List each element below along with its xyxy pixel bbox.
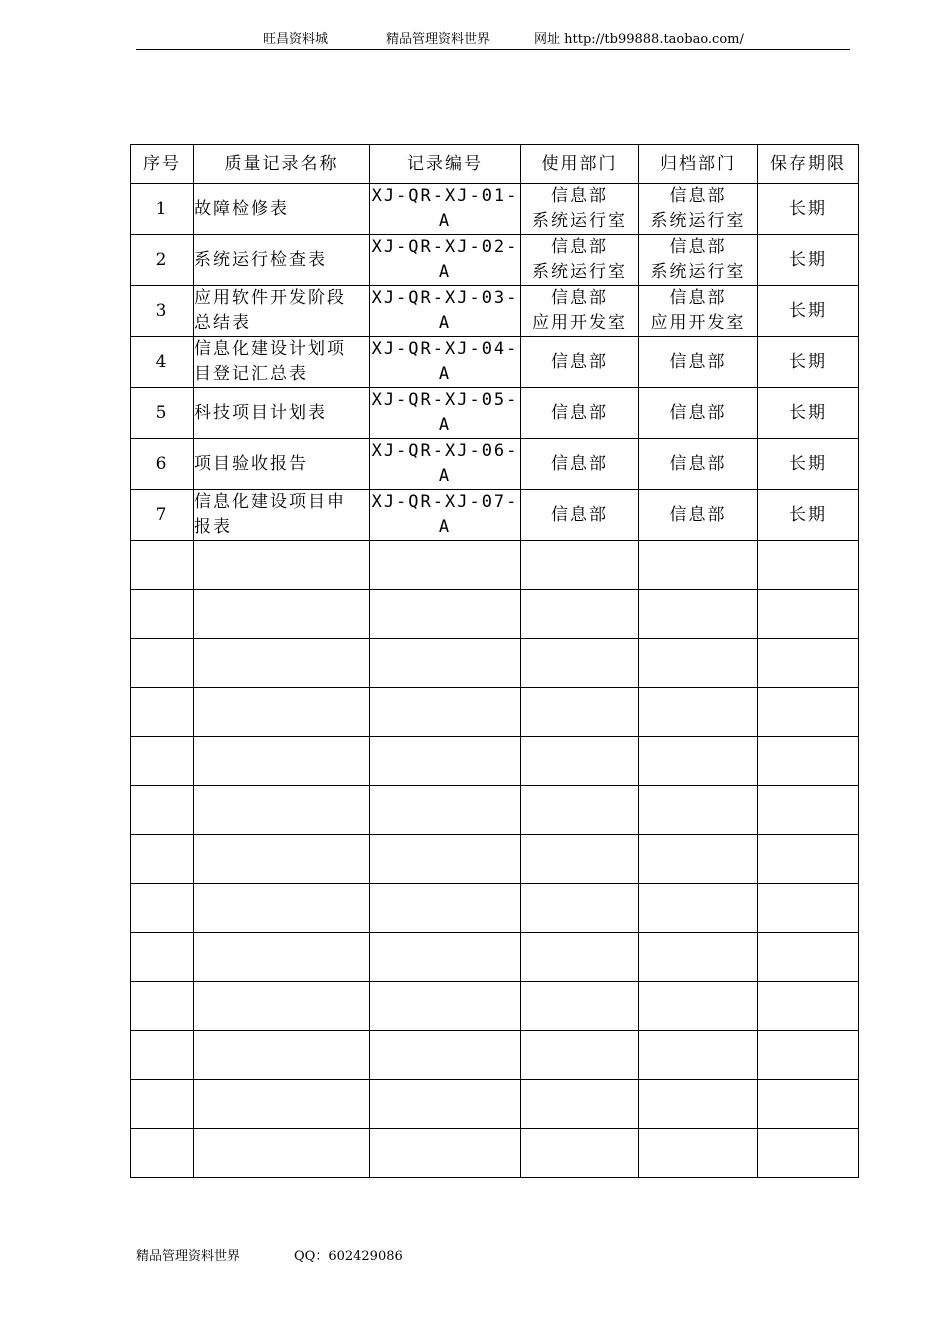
empty-cell	[521, 835, 639, 884]
row-archive-dept	[639, 184, 758, 235]
row-retention: 长期	[758, 235, 859, 286]
empty-cell	[521, 688, 639, 737]
row-record-name	[194, 490, 370, 541]
empty-cell	[758, 786, 859, 835]
empty-cell	[131, 541, 194, 590]
header-record-code: 记录编号	[370, 145, 521, 184]
table-row-empty	[131, 835, 859, 884]
record-name-line: 总结表	[194, 313, 251, 333]
empty-cell	[370, 688, 521, 737]
row-archive-dept	[639, 286, 758, 337]
record-name-line: 故障检修表	[194, 198, 289, 219]
record-name-line: 信息化建设项目申	[194, 492, 346, 512]
row-retention: 长期	[758, 439, 859, 490]
empty-cell	[758, 835, 859, 884]
table-row	[131, 439, 859, 490]
row-serial-no: 3	[131, 286, 194, 337]
empty-cell	[131, 590, 194, 639]
row-record-name	[194, 388, 370, 439]
empty-cell	[370, 835, 521, 884]
row-user-dept	[521, 439, 639, 490]
empty-cell	[639, 835, 758, 884]
row-record-name	[194, 184, 370, 235]
table-row	[131, 490, 859, 541]
table-row-empty	[131, 688, 859, 737]
empty-cell	[521, 639, 639, 688]
empty-cell	[194, 1129, 370, 1178]
record-name-line: 项目验收报告	[194, 453, 308, 474]
table-row-empty	[131, 786, 859, 835]
page-header	[136, 31, 850, 50]
row-archive-dept	[639, 337, 758, 388]
archive-line: 信息部	[669, 288, 727, 308]
empty-cell	[639, 1129, 758, 1178]
empty-cell	[370, 982, 521, 1031]
empty-cell	[194, 786, 370, 835]
empty-cell	[639, 541, 758, 590]
empty-cell	[758, 1080, 859, 1129]
empty-cell	[370, 541, 521, 590]
row-user-dept	[521, 490, 639, 541]
empty-cell	[194, 688, 370, 737]
table-row-empty	[131, 1129, 859, 1178]
row-record-code: XJ-QR-XJ-03-A	[370, 286, 521, 337]
empty-cell	[758, 737, 859, 786]
empty-cell	[194, 590, 370, 639]
empty-cell	[521, 541, 639, 590]
empty-cell	[131, 835, 194, 884]
empty-cell	[758, 1031, 859, 1080]
row-user-dept	[521, 184, 639, 235]
archive-line: 信息部	[669, 237, 727, 257]
row-archive-dept	[639, 490, 758, 541]
empty-cell	[194, 835, 370, 884]
dept-line: 信息部	[551, 288, 608, 308]
row-record-name	[194, 439, 370, 490]
empty-cell	[758, 933, 859, 982]
empty-cell	[194, 1031, 370, 1080]
record-name-line: 系统运行检查表	[194, 249, 327, 270]
page-footer	[136, 1248, 403, 1266]
row-retention: 长期	[758, 184, 859, 235]
empty-cell	[370, 884, 521, 933]
empty-cell	[131, 639, 194, 688]
empty-cell	[521, 786, 639, 835]
empty-cell	[131, 982, 194, 1031]
dept-line: 信息部	[551, 504, 608, 525]
empty-cell	[758, 884, 859, 933]
empty-cell	[194, 737, 370, 786]
empty-cell	[521, 1031, 639, 1080]
dept-line: 系统运行室	[532, 262, 627, 282]
row-serial-no: 5	[131, 388, 194, 439]
row-record-name	[194, 286, 370, 337]
empty-cell	[370, 786, 521, 835]
row-user-dept	[521, 337, 639, 388]
row-archive-dept	[639, 235, 758, 286]
row-retention: 长期	[758, 286, 859, 337]
dept-line: 信息部	[551, 351, 608, 372]
row-retention: 长期	[758, 490, 859, 541]
row-record-name	[194, 337, 370, 388]
row-retention: 长期	[758, 388, 859, 439]
empty-cell	[131, 1080, 194, 1129]
empty-cell	[758, 639, 859, 688]
empty-cell	[370, 590, 521, 639]
table-row	[131, 286, 859, 337]
empty-cell	[131, 786, 194, 835]
table-row-empty	[131, 590, 859, 639]
header-website: 网址 http://tb99888.taobao.com/	[534, 32, 744, 47]
archive-line: 系统运行室	[650, 262, 746, 282]
record-name-line: 报表	[194, 517, 232, 537]
row-record-code: XJ-QR-XJ-07-A	[370, 490, 521, 541]
header-serial-no: 序号	[131, 145, 194, 184]
quality-records-table	[130, 144, 859, 1178]
empty-cell	[639, 786, 758, 835]
dept-line: 系统运行室	[532, 211, 627, 231]
row-retention: 长期	[758, 337, 859, 388]
row-serial-no: 7	[131, 490, 194, 541]
row-user-dept	[521, 286, 639, 337]
dept-line: 信息部	[551, 237, 608, 257]
row-record-name	[194, 235, 370, 286]
empty-cell	[370, 737, 521, 786]
empty-cell	[639, 590, 758, 639]
empty-cell	[131, 737, 194, 786]
table-row-empty	[131, 541, 859, 590]
empty-cell	[131, 1129, 194, 1178]
empty-cell	[639, 639, 758, 688]
empty-cell	[370, 1129, 521, 1178]
empty-cell	[370, 1080, 521, 1129]
footer-slogan: 精品管理资料世界	[136, 1249, 241, 1264]
table-row	[131, 337, 859, 388]
row-record-code: XJ-QR-XJ-01-A	[370, 184, 521, 235]
dept-line: 信息部	[551, 402, 608, 423]
dept-line: 信息部	[551, 186, 608, 206]
table-row-empty	[131, 884, 859, 933]
footer-qq: QQ：602429086	[294, 1249, 403, 1264]
empty-cell	[639, 884, 758, 933]
row-serial-no: 2	[131, 235, 194, 286]
table-row-empty	[131, 1031, 859, 1080]
table-row	[131, 388, 859, 439]
row-user-dept	[521, 235, 639, 286]
empty-cell	[521, 1080, 639, 1129]
empty-cell	[370, 933, 521, 982]
row-record-code: XJ-QR-XJ-06-A	[370, 439, 521, 490]
empty-cell	[194, 1080, 370, 1129]
archive-line: 信息部	[669, 186, 727, 206]
header-user-dept: 使用部门	[521, 145, 639, 184]
empty-cell	[521, 1129, 639, 1178]
table-row-empty	[131, 639, 859, 688]
empty-cell	[521, 933, 639, 982]
table-row-empty	[131, 737, 859, 786]
empty-cell	[758, 688, 859, 737]
row-serial-no: 4	[131, 337, 194, 388]
record-name-line: 目登记汇总表	[194, 364, 308, 384]
dept-line: 信息部	[551, 453, 608, 474]
table-row-empty	[131, 933, 859, 982]
row-record-code: XJ-QR-XJ-02-A	[370, 235, 521, 286]
record-name-line: 信息化建设计划项	[194, 339, 346, 359]
dept-line: 应用开发室	[532, 313, 627, 333]
record-name-line: 科技项目计划表	[194, 402, 327, 423]
header-retention: 保存期限	[758, 145, 859, 184]
archive-line: 应用开发室	[650, 313, 746, 333]
row-archive-dept	[639, 439, 758, 490]
empty-cell	[521, 884, 639, 933]
empty-cell	[131, 884, 194, 933]
row-record-code: XJ-QR-XJ-05-A	[370, 388, 521, 439]
row-record-code: XJ-QR-XJ-04-A	[370, 337, 521, 388]
table-row-empty	[131, 1080, 859, 1129]
table-row	[131, 235, 859, 286]
empty-cell	[521, 737, 639, 786]
empty-cell	[639, 688, 758, 737]
archive-line: 信息部	[669, 453, 727, 474]
empty-cell	[758, 982, 859, 1031]
empty-cell	[131, 688, 194, 737]
table-row-empty	[131, 982, 859, 1031]
empty-cell	[194, 982, 370, 1031]
header-shop-name: 旺昌资料城	[263, 32, 329, 47]
empty-cell	[639, 737, 758, 786]
empty-cell	[370, 639, 521, 688]
empty-cell	[194, 933, 370, 982]
table-header-row	[131, 145, 859, 184]
empty-cell	[194, 541, 370, 590]
archive-line: 信息部	[669, 351, 727, 372]
empty-cell	[521, 982, 639, 1031]
archive-line: 信息部	[669, 504, 727, 525]
empty-cell	[758, 541, 859, 590]
empty-cell	[194, 639, 370, 688]
row-archive-dept	[639, 388, 758, 439]
empty-cell	[370, 1031, 521, 1080]
empty-cell	[758, 590, 859, 639]
header-archive-dept: 归档部门	[639, 145, 758, 184]
archive-line: 系统运行室	[650, 211, 746, 231]
row-serial-no: 1	[131, 184, 194, 235]
empty-cell	[639, 1080, 758, 1129]
archive-line: 信息部	[669, 402, 727, 423]
empty-cell	[131, 1031, 194, 1080]
empty-cell	[521, 590, 639, 639]
header-record-name: 质量记录名称	[194, 145, 370, 184]
empty-cell	[131, 933, 194, 982]
empty-cell	[639, 982, 758, 1031]
row-serial-no: 6	[131, 439, 194, 490]
header-slogan: 精品管理资料世界	[386, 32, 491, 47]
empty-cell	[194, 884, 370, 933]
record-name-line: 应用软件开发阶段	[194, 288, 346, 308]
row-user-dept	[521, 388, 639, 439]
empty-cell	[758, 1129, 859, 1178]
empty-cell	[639, 1031, 758, 1080]
empty-cell	[639, 933, 758, 982]
table-row	[131, 184, 859, 235]
